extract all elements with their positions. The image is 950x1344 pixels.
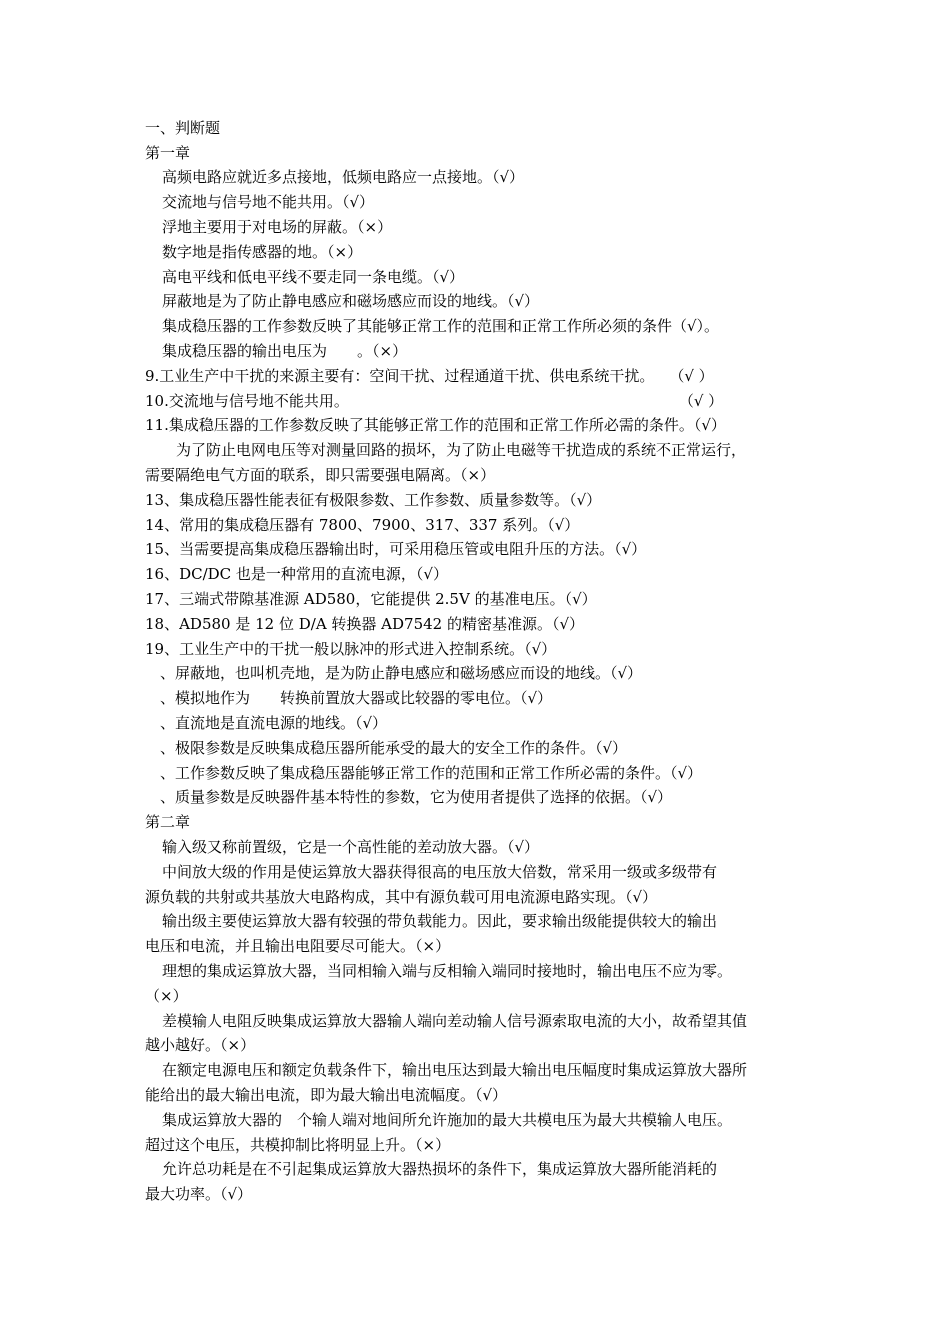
chapter2-heading: 第二章 (145, 813, 191, 831)
ch1-item: 18、AD580 是 12 位 D/A 转换器 AD7542 的精密基准源。（√） (145, 615, 585, 633)
ch1-item: 11.集成稳压器的工作参数反映了其能够正常工作的范围和正常工作所必需的条件。（√） (145, 416, 726, 434)
ch2-item: 允许总功耗是在不引起集成运算放大器热损坏的条件下，集成运算放大器所能消耗的 (162, 1160, 718, 1178)
ch2-item: 理想的集成运算放大器，当同相输入端与反相输入端同时接地时，输出电压不应为零。 (162, 962, 733, 980)
ch2-item-cont: 源负载的共射或共基放大电路构成，其中有源负载可用电流源电路实现。（√） (145, 888, 658, 906)
ch2-item: 中间放大级的作用是使运算放大器获得很高的电压放大倍数，常采用一级或多级带有 (162, 863, 718, 881)
ch2-item-cont: 超过这个电压，共模抑制比将明显上升。（×） (145, 1136, 451, 1154)
ch1-item: 浮地主要用于对电场的屏蔽。（×） (162, 218, 393, 236)
ch1-item: 、质量参数是反映器件基本特性的参数，它为使用者提供了选择的依据。（√） (160, 788, 673, 806)
ch2-item: 差模输人电阻反映集成运算放大器输人端向差动输人信号源索取电流的大小，故希望其值 (162, 1012, 748, 1030)
ch2-item-cont: 越小越好。（×） (145, 1036, 256, 1054)
ch1-item: 为了防止电网电压等对测量回路的损坏，为了防止电磁等干扰造成的系统不正常运行， (176, 441, 747, 459)
ch1-item: 10.交流地与信号地不能共用。 （√ ） (145, 392, 724, 410)
ch1-item: 数字地是指传感器的地。（×） (162, 243, 363, 261)
ch1-item: 、工作参数反映了集成稳压器能够正常工作的范围和正常工作所必需的条件。（√） (160, 764, 703, 782)
ch2-item-cont: 能给出的最大输出电流，即为最大输出电流幅度。（√） (145, 1086, 508, 1104)
ch1-item: 17、三端式带隙基准源 AD580，它能提供 2.5V 的基准电压。（√） (145, 590, 597, 608)
ch1-item: 、极限参数是反映集成稳压器所能承受的最大的安全工作的条件。（√） (160, 739, 628, 757)
ch1-item: 15、当需要提高集成稳压器输出时，可采用稳压管或电阻升压的方法。（√） (145, 540, 647, 558)
ch2-item-cont: 最大功率。（√） (145, 1185, 253, 1203)
ch2-item: 集成运算放大器的 个输人端对地间所允许施加的最大共模电压为最大共模输人电压。 (162, 1111, 733, 1129)
chapter1-heading: 第一章 (145, 144, 191, 162)
ch2-item: 输入级又称前置级，它是一个高性能的差动放大器。（√） (162, 838, 540, 856)
section-title: 一、判断题 (145, 119, 221, 137)
ch2-item-cont: 电压和电流，并且输出电阻要尽可能大。（×） (145, 937, 451, 955)
ch2-item: 输出级主要使运算放大器有较强的带负载能力。因此，要求输出级能提供较大的输出 (162, 912, 718, 930)
ch1-item: 13、集成稳压器性能表征有极限参数、工作参数、质量参数等。（√） (145, 491, 602, 509)
ch1-item: 、直流地是直流电源的地线。（√） (160, 714, 388, 732)
ch1-item: 9.工业生产中干扰的来源主要有：空间干扰、过程通道干扰、供电系统干扰。 （√ ） (145, 367, 714, 385)
ch2-item: 在额定电源电压和额定负载条件下，输出电压达到最大输出电压幅度时集成运算放大器所 (162, 1061, 748, 1079)
ch1-item: 高电平线和低电平线不要走同一条电缆。（√） (162, 268, 465, 286)
ch1-item: 高频电路应就近多点接地，低频电路应一点接地。（√） (162, 168, 525, 186)
ch1-item: 19、工业生产中的干扰一般以脉冲的形式进入控制系统。（√） (145, 640, 557, 658)
ch1-item: 14、常用的集成稳压器有 7800、7900、317、337 系列。（√） (145, 516, 580, 534)
ch1-item: 集成稳压器的输出电压为 。（×） (162, 342, 408, 360)
ch1-item: 、模拟地作为 转换前置放大器或比较器的零电位。（√） (160, 689, 553, 707)
ch1-item-cont: 需要隔绝电气方面的联系，即只需要强电隔离。（×） (145, 466, 496, 484)
ch1-item: 交流地与信号地不能共用。（√） (162, 193, 375, 211)
ch2-item-cont: （×） (145, 987, 188, 1005)
ch1-item: 集成稳压器的工作参数反映了其能够正常工作的范围和正常工作所必须的条件（√）。 (162, 317, 720, 335)
ch1-item: 16、DC/DC 也是一种常用的直流电源，（√） (145, 565, 448, 583)
ch1-item: 屏蔽地是为了防止静电感应和磁场感应而设的地线。（√） (162, 292, 540, 310)
ch1-item: 、屏蔽地，也叫机壳地，是为防止静电感应和磁场感应而设的地线。（√） (160, 664, 643, 682)
